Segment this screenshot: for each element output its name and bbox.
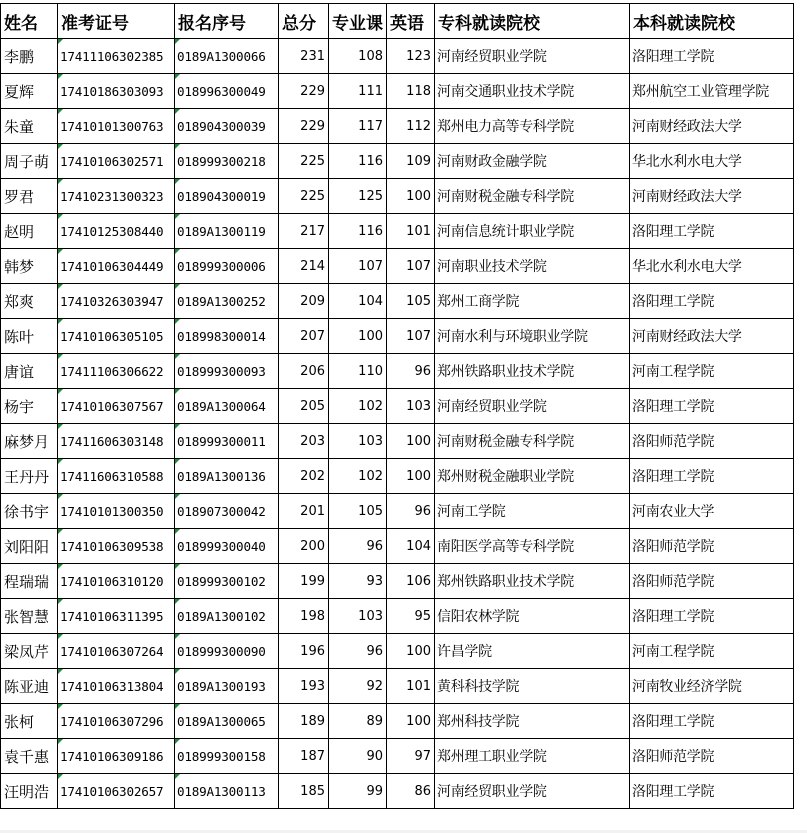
- table-row: [1, 319, 794, 354]
- cell-college[interactable]: 河南信息统计职业学院: [435, 214, 630, 249]
- cell-name[interactable]: 李鹏: [1, 39, 58, 74]
- cell-university[interactable]: 洛阳理工学院: [630, 284, 794, 319]
- cell-registration-no[interactable]: 018904300019: [175, 179, 279, 214]
- table-row: [1, 389, 794, 424]
- cell-college[interactable]: 河南经贸职业学院: [435, 389, 630, 424]
- cell-total-score[interactable]: 225: [279, 144, 329, 179]
- cell-college[interactable]: 河南财税金融专科学院: [435, 179, 630, 214]
- cell-college[interactable]: 河南财政金融学院: [435, 144, 630, 179]
- table-row: [1, 249, 794, 284]
- cell-exam-id[interactable]: 17410106309538: [58, 529, 175, 564]
- cell-university[interactable]: 郑州航空工业管理学院: [630, 74, 794, 109]
- cell-university[interactable]: 洛阳理工学院: [630, 459, 794, 494]
- cell-total-score[interactable]: 189: [279, 704, 329, 739]
- cell-university[interactable]: 洛阳理工学院: [630, 39, 794, 74]
- cell-english-score[interactable]: 109: [387, 144, 435, 179]
- table-row: [1, 109, 794, 144]
- cell-registration-no[interactable]: 018999300040: [175, 529, 279, 564]
- header-row: [1, 4, 794, 39]
- cell-name[interactable]: 袁千惠: [1, 739, 58, 774]
- cell-registration-no[interactable]: 018996300049: [175, 74, 279, 109]
- cell-college[interactable]: 郑州财税金融职业学院: [435, 459, 630, 494]
- cell-college[interactable]: 郑州工商学院: [435, 284, 630, 319]
- table-row: [1, 39, 794, 74]
- cell-college[interactable]: 信阳农林学院: [435, 599, 630, 634]
- cell-name[interactable]: 梁凤芹: [1, 634, 58, 669]
- cell-university[interactable]: 洛阳师范学院: [630, 564, 794, 599]
- cell-total-score[interactable]: 202: [279, 459, 329, 494]
- table-row: [1, 459, 794, 494]
- cell-registration-no[interactable]: 018999300102: [175, 564, 279, 599]
- cell-english-score[interactable]: 106: [387, 564, 435, 599]
- cell-name[interactable]: 徐书宇: [1, 494, 58, 529]
- cell-registration-no[interactable]: 0189A1300136: [175, 459, 279, 494]
- cell-registration-no[interactable]: 0189A1300119: [175, 214, 279, 249]
- cell-exam-id[interactable]: 17410106302571: [58, 144, 175, 179]
- cell-english-score[interactable]: 96: [387, 494, 435, 529]
- cell-major-score[interactable]: 105: [329, 494, 387, 529]
- cell-exam-id[interactable]: 17410101300350: [58, 494, 175, 529]
- table-row: [1, 669, 794, 704]
- cell-college[interactable]: 许昌学院: [435, 634, 630, 669]
- cell-exam-id[interactable]: 17411606310588: [58, 459, 175, 494]
- cell-university[interactable]: 洛阳师范学院: [630, 529, 794, 564]
- cell-total-score[interactable]: 225: [279, 179, 329, 214]
- cell-total-score[interactable]: 198: [279, 599, 329, 634]
- cell-total-score[interactable]: 187: [279, 739, 329, 774]
- header-english-score[interactable]: 英语: [387, 4, 435, 39]
- cell-total-score[interactable]: 229: [279, 74, 329, 109]
- cell-name[interactable]: 赵明: [1, 214, 58, 249]
- cell-exam-id[interactable]: 17410106302657: [58, 774, 175, 809]
- cell-registration-no[interactable]: 018999300090: [175, 634, 279, 669]
- cell-registration-no[interactable]: 0189A1300102: [175, 599, 279, 634]
- cell-total-score[interactable]: 203: [279, 424, 329, 459]
- cell-university[interactable]: 河南财经政法大学: [630, 319, 794, 354]
- cell-major-score[interactable]: 96: [329, 529, 387, 564]
- cell-college[interactable]: 河南经贸职业学院: [435, 774, 630, 809]
- cell-exam-id[interactable]: 17410106307296: [58, 704, 175, 739]
- cell-total-score[interactable]: 205: [279, 389, 329, 424]
- cell-registration-no[interactable]: 0189A1300193: [175, 669, 279, 704]
- cell-english-score[interactable]: 100: [387, 459, 435, 494]
- table-row: [1, 634, 794, 669]
- cell-university[interactable]: 洛阳理工学院: [630, 389, 794, 424]
- cell-exam-id[interactable]: 17410106307264: [58, 634, 175, 669]
- cell-registration-no[interactable]: 0189A1300066: [175, 39, 279, 74]
- cell-name[interactable]: 周子萌: [1, 144, 58, 179]
- cell-major-score[interactable]: 100: [329, 319, 387, 354]
- cell-english-score[interactable]: 105: [387, 284, 435, 319]
- cell-english-score[interactable]: 103: [387, 389, 435, 424]
- cell-major-score[interactable]: 104: [329, 284, 387, 319]
- cell-university[interactable]: 河南财经政法大学: [630, 109, 794, 144]
- cell-registration-no[interactable]: 0189A1300064: [175, 389, 279, 424]
- cell-college[interactable]: 郑州科技学院: [435, 704, 630, 739]
- cell-registration-no[interactable]: 018907300042: [175, 494, 279, 529]
- table-row: [1, 179, 794, 214]
- cell-name[interactable]: 汪明浩: [1, 774, 58, 809]
- cell-exam-id[interactable]: 17410231300323: [58, 179, 175, 214]
- cell-college[interactable]: 河南财税金融专科学院: [435, 424, 630, 459]
- cell-exam-id[interactable]: 17410101300763: [58, 109, 175, 144]
- header-total-score[interactable]: 总分: [279, 4, 329, 39]
- header-university[interactable]: 本科就读院校: [630, 4, 794, 39]
- cell-exam-id[interactable]: 17410106311395: [58, 599, 175, 634]
- cell-major-score[interactable]: 89: [329, 704, 387, 739]
- cell-exam-id[interactable]: 17411606303148: [58, 424, 175, 459]
- header-college[interactable]: 专科就读院校: [435, 4, 630, 39]
- cell-total-score[interactable]: 214: [279, 249, 329, 284]
- cell-english-score[interactable]: 107: [387, 249, 435, 284]
- table-row: [1, 74, 794, 109]
- table-row: [1, 144, 794, 179]
- cell-name[interactable]: 陈亚迪: [1, 669, 58, 704]
- cell-registration-no[interactable]: 018998300014: [175, 319, 279, 354]
- cell-major-score[interactable]: 125: [329, 179, 387, 214]
- cell-university[interactable]: 洛阳师范学院: [630, 424, 794, 459]
- cell-total-score[interactable]: 201: [279, 494, 329, 529]
- table-row: [1, 354, 794, 389]
- cell-name[interactable]: 夏辉: [1, 74, 58, 109]
- cell-college[interactable]: 郑州电力高等专科学院: [435, 109, 630, 144]
- cell-name[interactable]: 张智慧: [1, 599, 58, 634]
- cell-major-score[interactable]: 103: [329, 599, 387, 634]
- cell-exam-id[interactable]: 17410106309186: [58, 739, 175, 774]
- header-name[interactable]: 姓名: [1, 4, 58, 39]
- cell-college[interactable]: 郑州理工职业学院: [435, 739, 630, 774]
- cell-name[interactable]: 韩梦: [1, 249, 58, 284]
- cell-college[interactable]: 河南工学院: [435, 494, 630, 529]
- cell-name[interactable]: 朱童: [1, 109, 58, 144]
- cell-college[interactable]: 河南水利与环境职业学院: [435, 319, 630, 354]
- score-table: [0, 3, 794, 809]
- cell-registration-no[interactable]: 0189A1300113: [175, 774, 279, 809]
- cell-university[interactable]: 河南财经政法大学: [630, 179, 794, 214]
- table-row: [1, 774, 794, 809]
- cell-college[interactable]: 南阳医学高等专科学院: [435, 529, 630, 564]
- cell-university[interactable]: 洛阳理工学院: [630, 704, 794, 739]
- table-row: [1, 564, 794, 599]
- cell-name[interactable]: 张柯: [1, 704, 58, 739]
- cell-major-score[interactable]: 93: [329, 564, 387, 599]
- cell-registration-no[interactable]: 018999300093: [175, 354, 279, 389]
- table-row: [1, 704, 794, 739]
- cell-major-score[interactable]: 116: [329, 214, 387, 249]
- cell-exam-id[interactable]: 17410106310120: [58, 564, 175, 599]
- header-registration-no[interactable]: 报名序号: [175, 4, 279, 39]
- cell-major-score[interactable]: 111: [329, 74, 387, 109]
- cell-total-score[interactable]: 231: [279, 39, 329, 74]
- header-exam-id[interactable]: 准考证号: [58, 4, 175, 39]
- cell-university[interactable]: 洛阳师范学院: [630, 739, 794, 774]
- cell-college[interactable]: 河南职业技术学院: [435, 249, 630, 284]
- table-row: [1, 424, 794, 459]
- cell-exam-id[interactable]: 17411106302385: [58, 39, 175, 74]
- cell-exam-id[interactable]: 17410106313804: [58, 669, 175, 704]
- cell-major-score[interactable]: 92: [329, 669, 387, 704]
- cell-college[interactable]: 河南交通职业技术学院: [435, 74, 630, 109]
- cell-exam-id[interactable]: 17411106306622: [58, 354, 175, 389]
- cell-major-score[interactable]: 110: [329, 354, 387, 389]
- cell-total-score[interactable]: 206: [279, 354, 329, 389]
- cell-college[interactable]: 河南经贸职业学院: [435, 39, 630, 74]
- cell-total-score[interactable]: 207: [279, 319, 329, 354]
- cell-english-score[interactable]: 96: [387, 354, 435, 389]
- table-row: [1, 739, 794, 774]
- cell-university[interactable]: 河南工程学院: [630, 634, 794, 669]
- cell-name[interactable]: 罗君: [1, 179, 58, 214]
- cell-exam-id[interactable]: 17410106304449: [58, 249, 175, 284]
- table-row: [1, 214, 794, 249]
- cell-major-score[interactable]: 107: [329, 249, 387, 284]
- cell-english-score[interactable]: 100: [387, 704, 435, 739]
- cell-total-score[interactable]: 185: [279, 774, 329, 809]
- cell-total-score[interactable]: 200: [279, 529, 329, 564]
- cell-college[interactable]: 郑州铁路职业技术学院: [435, 564, 630, 599]
- cell-exam-id[interactable]: 17410326303947: [58, 284, 175, 319]
- cell-university[interactable]: 华北水利水电大学: [630, 144, 794, 179]
- cell-university[interactable]: 洛阳理工学院: [630, 774, 794, 809]
- cell-university[interactable]: 河南牧业经济学院: [630, 669, 794, 704]
- cell-english-score[interactable]: 101: [387, 214, 435, 249]
- cell-university[interactable]: 河南工程学院: [630, 354, 794, 389]
- cell-major-score[interactable]: 117: [329, 109, 387, 144]
- cell-registration-no[interactable]: 0189A1300065: [175, 704, 279, 739]
- cell-major-score[interactable]: 96: [329, 634, 387, 669]
- cell-major-score[interactable]: 102: [329, 389, 387, 424]
- cell-registration-no[interactable]: 018999300158: [175, 739, 279, 774]
- table-row: [1, 494, 794, 529]
- cell-english-score[interactable]: 104: [387, 529, 435, 564]
- cell-exam-id[interactable]: 17410125308440: [58, 214, 175, 249]
- cell-english-score[interactable]: 112: [387, 109, 435, 144]
- cell-name[interactable]: 陈叶: [1, 319, 58, 354]
- cell-name[interactable]: 王丹丹: [1, 459, 58, 494]
- cell-english-score[interactable]: 101: [387, 669, 435, 704]
- cell-english-score[interactable]: 118: [387, 74, 435, 109]
- cell-major-score[interactable]: 116: [329, 144, 387, 179]
- cell-total-score[interactable]: 196: [279, 634, 329, 669]
- cell-registration-no[interactable]: 018999300011: [175, 424, 279, 459]
- cell-english-score[interactable]: 95: [387, 599, 435, 634]
- cell-university[interactable]: 洛阳理工学院: [630, 214, 794, 249]
- cell-major-score[interactable]: 103: [329, 424, 387, 459]
- table-row: [1, 284, 794, 319]
- cell-total-score[interactable]: 209: [279, 284, 329, 319]
- cell-exam-id[interactable]: 17410106305105: [58, 319, 175, 354]
- cell-registration-no[interactable]: 018999300218: [175, 144, 279, 179]
- cell-english-score[interactable]: 86: [387, 774, 435, 809]
- cell-name[interactable]: 郑爽: [1, 284, 58, 319]
- cell-university[interactable]: 华北水利水电大学: [630, 249, 794, 284]
- cell-name[interactable]: 杨宇: [1, 389, 58, 424]
- cell-english-score[interactable]: 100: [387, 634, 435, 669]
- cell-registration-no[interactable]: 018999300006: [175, 249, 279, 284]
- header-major-score[interactable]: 专业课: [329, 4, 387, 39]
- table-row: [1, 529, 794, 564]
- cell-exam-id[interactable]: 17410106307567: [58, 389, 175, 424]
- cell-exam-id[interactable]: 17410186303093: [58, 74, 175, 109]
- cell-total-score[interactable]: 199: [279, 564, 329, 599]
- cell-registration-no[interactable]: 0189A1300252: [175, 284, 279, 319]
- cell-university[interactable]: 河南农业大学: [630, 494, 794, 529]
- cell-english-score[interactable]: 97: [387, 739, 435, 774]
- cell-name[interactable]: 唐谊: [1, 354, 58, 389]
- cell-total-score[interactable]: 193: [279, 669, 329, 704]
- table-row: [1, 599, 794, 634]
- cell-university[interactable]: 洛阳理工学院: [630, 599, 794, 634]
- cell-english-score[interactable]: 100: [387, 179, 435, 214]
- cell-major-score[interactable]: 102: [329, 459, 387, 494]
- cell-registration-no[interactable]: 018904300039: [175, 109, 279, 144]
- cell-major-score[interactable]: 99: [329, 774, 387, 809]
- cell-name[interactable]: 刘阳阳: [1, 529, 58, 564]
- cell-english-score[interactable]: 100: [387, 424, 435, 459]
- cell-english-score[interactable]: 107: [387, 319, 435, 354]
- cell-total-score[interactable]: 229: [279, 109, 329, 144]
- cell-college[interactable]: 郑州铁路职业技术学院: [435, 354, 630, 389]
- cell-name[interactable]: 麻梦月: [1, 424, 58, 459]
- cell-college[interactable]: 黄科科技学院: [435, 669, 630, 704]
- cell-major-score[interactable]: 108: [329, 39, 387, 74]
- cell-english-score[interactable]: 123: [387, 39, 435, 74]
- cell-major-score[interactable]: 90: [329, 739, 387, 774]
- cell-total-score[interactable]: 217: [279, 214, 329, 249]
- cell-name[interactable]: 程瑞瑞: [1, 564, 58, 599]
